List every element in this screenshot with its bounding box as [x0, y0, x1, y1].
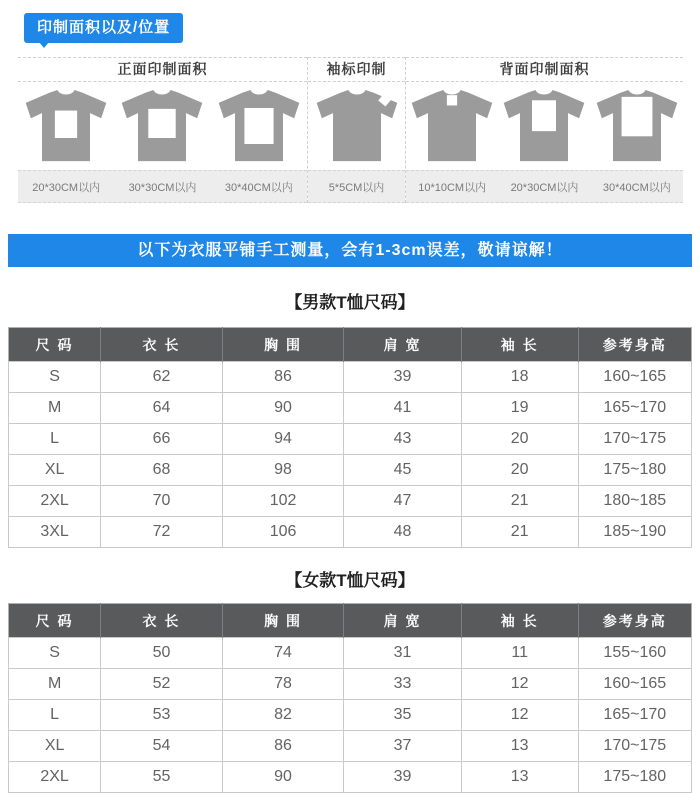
table-row [9, 424, 692, 455]
table-cell: 64 [101, 393, 223, 424]
table-row [9, 669, 692, 700]
table-cell: XL [9, 731, 101, 762]
table-row [9, 638, 692, 669]
mens-size-section [0, 293, 700, 548]
tshirt-neck-icon [409, 90, 495, 162]
table-cell: 53 [101, 700, 223, 731]
print-group-title: 背面印制面积 [406, 57, 683, 82]
table-cell: 170~175 [578, 731, 691, 762]
table-cell: 11 [461, 638, 578, 669]
table-cell: 45 [344, 455, 461, 486]
column-header: 尺 码 [9, 604, 101, 638]
table-cell: 52 [101, 669, 223, 700]
table-cell: 86 [222, 362, 344, 393]
tshirt-front-large-icon [216, 90, 302, 162]
table-cell: 21 [461, 486, 578, 517]
table-cell: 50 [101, 638, 223, 669]
table-cell: 48 [344, 517, 461, 548]
print-size-labels-row [308, 170, 405, 203]
table-cell: 155~160 [578, 638, 691, 669]
table-cell: 3XL [9, 517, 101, 548]
table-cell: 175~180 [578, 455, 691, 486]
table-cell: 12 [461, 669, 578, 700]
table-cell: S [9, 362, 101, 393]
column-header: 衣 长 [101, 328, 223, 362]
print-size-label: 30*40CM以内 [602, 181, 671, 194]
table-cell: 21 [461, 517, 578, 548]
print-size-labels-row [18, 170, 307, 203]
table-cell: 106 [222, 517, 344, 548]
table-row [9, 362, 692, 393]
tshirt-icon-wrap [308, 90, 405, 162]
table-cell: 165~170 [578, 700, 691, 731]
womens-size-section [0, 571, 700, 793]
table-cell: 55 [101, 762, 223, 793]
table-cell: 47 [344, 486, 461, 517]
table-cell: 20 [461, 424, 578, 455]
table-cell: 37 [344, 731, 461, 762]
mens-table-title: 【男款T恤尺码】 [285, 293, 415, 312]
tshirt-front-small-icon [23, 90, 109, 162]
column-header: 肩 宽 [344, 604, 461, 638]
table-cell: 70 [101, 486, 223, 517]
table-cell: XL [9, 455, 101, 486]
print-group-title: 袖标印制 [308, 57, 405, 82]
table-cell: 185~190 [578, 517, 691, 548]
table-cell: 90 [222, 762, 344, 793]
print-group-0 [18, 57, 307, 203]
table-cell: 160~165 [578, 669, 691, 700]
print-size-label: 10*10CM以内 [418, 181, 487, 194]
mens-size-table [8, 327, 692, 548]
tshirt-front-medium-icon [119, 90, 205, 162]
tshirt-icon-wrap [406, 90, 498, 162]
mens-table-body [9, 362, 692, 548]
table-cell: 20 [461, 455, 578, 486]
tshirt-icon-wrap [498, 90, 590, 162]
table-cell: 102 [222, 486, 344, 517]
table-cell: 39 [344, 762, 461, 793]
column-header: 胸 围 [222, 328, 344, 362]
table-cell: M [9, 393, 101, 424]
print-size-label: 30*30CM以内 [128, 181, 197, 194]
womens-size-table [8, 603, 692, 793]
table-row [9, 455, 692, 486]
column-header: 胸 围 [222, 604, 344, 638]
table-cell: 13 [461, 731, 578, 762]
tshirt-icon-wrap [114, 90, 210, 162]
table-row [9, 762, 692, 793]
table-cell: 41 [344, 393, 461, 424]
header-row [9, 604, 692, 638]
table-cell: L [9, 424, 101, 455]
table-cell: 19 [461, 393, 578, 424]
table-cell: 98 [222, 455, 344, 486]
table-cell: L [9, 700, 101, 731]
table-cell: M [9, 669, 101, 700]
table-cell: 78 [222, 669, 344, 700]
tshirt-icon-wrap [591, 90, 683, 162]
table-cell: 90 [222, 393, 344, 424]
table-row [9, 517, 692, 548]
column-header: 袖 长 [461, 604, 578, 638]
table-cell: 180~185 [578, 486, 691, 517]
tshirt-icons-row [18, 82, 307, 170]
column-header: 衣 长 [101, 604, 223, 638]
table-cell: 33 [344, 669, 461, 700]
table-cell: 43 [344, 424, 461, 455]
table-cell: 13 [461, 762, 578, 793]
table-cell: 68 [101, 455, 223, 486]
table-cell: 2XL [9, 486, 101, 517]
column-header: 参考身高 [578, 328, 691, 362]
table-cell: 94 [222, 424, 344, 455]
print-group-1 [307, 57, 405, 203]
table-cell: 165~170 [578, 393, 691, 424]
header-row [9, 328, 692, 362]
tshirt-icons-row [308, 82, 405, 170]
print-group-2 [405, 57, 683, 203]
table-cell: 86 [222, 731, 344, 762]
column-header: 肩 宽 [344, 328, 461, 362]
womens-table-title: 【女款T恤尺码】 [285, 571, 415, 590]
table-cell: 2XL [9, 762, 101, 793]
print-size-labels-row [406, 170, 683, 203]
mens-table-header [9, 328, 692, 362]
table-cell: 170~175 [578, 424, 691, 455]
print-group-title: 正面印制面积 [18, 57, 307, 82]
tshirt-icon-wrap [18, 90, 114, 162]
tshirt-icon-wrap [211, 90, 307, 162]
womens-table-body [9, 638, 692, 793]
table-cell: 18 [461, 362, 578, 393]
table-cell: 35 [344, 700, 461, 731]
print-size-label: 5*5CM以内 [328, 181, 385, 194]
table-cell: 160~165 [578, 362, 691, 393]
table-cell: S [9, 638, 101, 669]
table-row [9, 700, 692, 731]
print-size-label: 20*30CM以内 [510, 181, 579, 194]
tshirt-icons-row [406, 82, 683, 170]
womens-table-header [9, 604, 692, 638]
print-area-section [18, 57, 683, 203]
print-area-badge: 印制面积以及/位置 [24, 13, 183, 43]
table-cell: 31 [344, 638, 461, 669]
table-row [9, 486, 692, 517]
tshirt-back-medium-icon [501, 90, 587, 162]
table-cell: 62 [101, 362, 223, 393]
table-cell: 12 [461, 700, 578, 731]
table-cell: 82 [222, 700, 344, 731]
tshirt-back-large-icon [594, 90, 680, 162]
column-header: 参考身高 [578, 604, 691, 638]
table-row [9, 393, 692, 424]
table-row [9, 731, 692, 762]
table-cell: 74 [222, 638, 344, 669]
tshirt-sleeve-icon [314, 90, 400, 162]
table-cell: 66 [101, 424, 223, 455]
table-cell: 72 [101, 517, 223, 548]
table-cell: 54 [101, 731, 223, 762]
print-size-label: 20*30CM以内 [32, 181, 101, 194]
table-cell: 175~180 [578, 762, 691, 793]
column-header: 尺 码 [9, 328, 101, 362]
column-header: 袖 长 [461, 328, 578, 362]
print-size-label: 30*40CM以内 [224, 181, 293, 194]
measurement-notice-banner: 以下为衣服平铺手工测量，会有1-3cm误差，敬请谅解！ [8, 234, 692, 267]
table-cell: 39 [344, 362, 461, 393]
